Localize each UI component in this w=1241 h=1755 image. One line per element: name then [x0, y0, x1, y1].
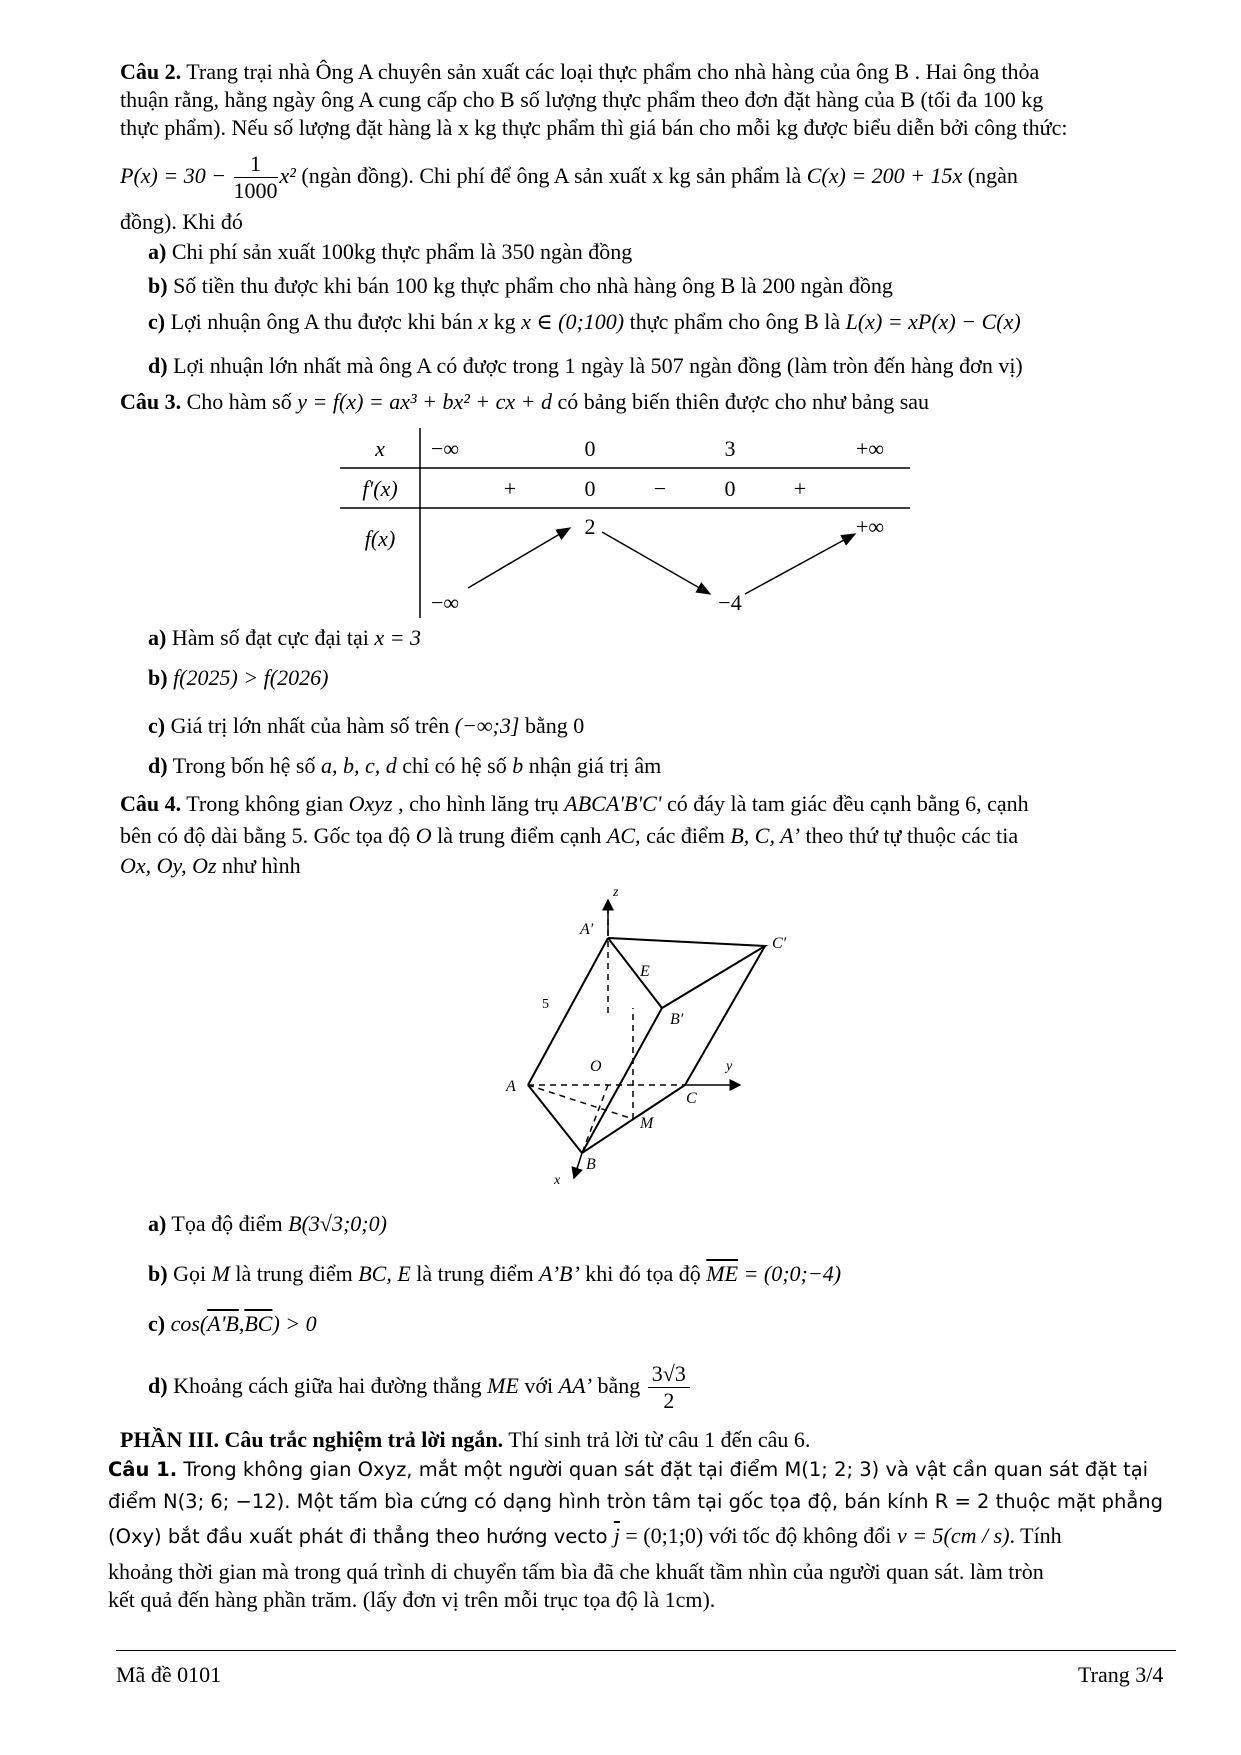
q4-option-b — [148, 1260, 841, 1288]
q2-line3: thực phẩm). Nếu số lượng đặt hàng là x kg thực phẩm thì giá bán cho mỗi kg được biểu diễn bởi công thức: — [120, 115, 1068, 140]
q2-label: Câu 2. — [120, 59, 182, 84]
q4-b-text1: Gọi — [167, 1261, 212, 1286]
edge-CCp — [685, 946, 765, 1085]
p3q1-l3c: với tốc độ không đổi — [703, 1523, 897, 1548]
q2-c-math2: x ∈ (0;100) — [521, 309, 625, 334]
q4-l2g: theo thứ tự thuộc các tia — [800, 823, 1019, 848]
q3-d-text1: Trong bốn hệ số — [167, 753, 321, 778]
q2-c-math1: x — [478, 309, 489, 334]
q4-l2d: AC, — [606, 823, 641, 848]
q2-line5: đồng). Khi đó — [120, 209, 243, 234]
q4-option-a — [148, 1210, 387, 1238]
q4-c-vec1: A'B — [207, 1311, 239, 1336]
q4-d-text1: Khoảng cách giữa hai đường thẳng — [167, 1373, 488, 1398]
tbl-f-max: 2 — [584, 514, 596, 539]
q4-a-text: Tọa độ điểm — [166, 1211, 289, 1236]
label-Bp: B′ — [670, 1011, 684, 1028]
tbl-f-min: −4 — [718, 590, 742, 615]
footer-rule — [116, 1650, 1176, 1651]
tbl-sign-1: + — [503, 476, 517, 501]
q2-price-formula-rhs: x² — [279, 163, 296, 188]
q3-d-math: a, b, c, d — [320, 753, 397, 778]
tbl-x-pos-inf: +∞ — [855, 436, 885, 461]
q4-l2c: là trung điểm cạnh — [431, 823, 607, 848]
q2-line1 — [120, 58, 1039, 86]
label-y: y — [726, 1059, 733, 1074]
q4-b-m: M — [211, 1261, 230, 1286]
q3-c-label: c) — [148, 713, 166, 738]
p3q1-line1 — [108, 1456, 1148, 1484]
label-O: O — [590, 1058, 602, 1075]
q4-d-fraction — [648, 1361, 690, 1414]
p3q1-line2: điểm N(3; 6; −12). Một tấm bìa cứng có dạng hình tròn tâm tại gốc tọa độ, bán kính R = 2 thuộc mặt phẳng — [108, 1490, 1164, 1513]
q3-c-math: (−∞;3] — [454, 713, 520, 738]
q2-text1: Trang trại nhà Ông A chuyên sản xuất các loại thực phẩm cho nhà hàng của ông B . Hai ông thỏa — [181, 59, 1040, 84]
q4-d-num: 3√3 — [648, 1361, 690, 1388]
q2-cost-formula: C(x) = 200 + 15x — [806, 163, 963, 188]
x-axis-arrow — [574, 1153, 582, 1178]
p3q1-label: Câu 1. — [108, 1458, 178, 1481]
q3-text1: Cho hàm số — [181, 389, 298, 414]
q3-a-text: Hàm số đạt cực đại tại — [166, 625, 375, 650]
label-5: 5 — [542, 997, 549, 1012]
label-A: A — [506, 1078, 516, 1095]
tbl-sign-5: + — [793, 476, 807, 501]
q4-space: Oxyz — [348, 791, 393, 816]
q3-label: Câu 3. — [120, 389, 182, 414]
part3-heading-line — [120, 1426, 810, 1454]
q2-c-text1: Lợi nhuận ông A thu được khi bán — [165, 309, 479, 334]
q4-prism: ABCA'B'C' — [564, 791, 662, 816]
q2-fraction — [234, 151, 278, 204]
tbl-arrow-down — [602, 532, 710, 594]
q2-c-label: c) — [148, 309, 166, 334]
q4-c-pre: cos( — [170, 1311, 208, 1336]
q4-line2 — [120, 822, 1018, 850]
p3q1-l3b: = (0;1;0) — [619, 1523, 704, 1548]
tbl-f-neg-inf: −∞ — [430, 590, 460, 615]
tbl-x-3: 3 — [724, 436, 736, 461]
q3-a-label: a) — [148, 625, 167, 650]
q2-b-label: b) — [148, 273, 168, 298]
q4-l2e: các điểm — [640, 823, 731, 848]
q2-c-text3: thực phẩm cho ông B là — [624, 309, 846, 334]
q4-d-text3: bằng — [592, 1373, 646, 1398]
q4-l2a: bên có độ dài bằng 5. Gốc tọa độ — [120, 823, 416, 848]
q4-l3b: như hình — [216, 853, 301, 878]
q3-text2: có bảng biến thiên được cho như bảng sau — [552, 389, 930, 414]
tbl-x-0: 0 — [584, 436, 596, 461]
part3-heading: PHẦN III. Câu trắc nghiệm trả lời ngắn. — [120, 1427, 504, 1452]
q3-d-text3: nhận giá trị âm — [523, 753, 662, 778]
p3q1-l3d: v = 5(cm / s) — [896, 1523, 1010, 1548]
q2-line2: thuận rằng, hằng ngày ông A cung cấp cho B số lượng thực phẩm theo đơn đặt hàng của B (tối đa 100 kg — [120, 87, 1044, 112]
tbl-x-neg-inf: −∞ — [430, 436, 460, 461]
label-M: M — [640, 1115, 654, 1132]
tbl-row-fp: f′(x) — [362, 476, 398, 501]
q4-b-math: = (0;0;−4) — [738, 1261, 842, 1286]
q4-line3 — [120, 852, 301, 880]
tbl-sign-3: − — [653, 476, 667, 501]
tbl-row-f: f(x) — [364, 526, 396, 551]
q2-price-formula-lhs: P(x) = 30 − — [120, 163, 232, 188]
q2-d-label: d) — [148, 353, 168, 378]
q4-d-text2: với — [518, 1373, 559, 1398]
q4-c-post: ) > 0 — [272, 1311, 317, 1336]
q4-line1 — [120, 790, 1029, 818]
p3q1-text1: Trong không gian Oxyz, mắt một người quan sát đặt tại điểm M(1; 2; 3) và vật cần quan sát đặt tại — [177, 1458, 1149, 1481]
tbl-sign-2: 0 — [584, 476, 596, 501]
q2-frac-num: 1 — [234, 151, 278, 178]
prism-figure — [490, 888, 820, 1188]
edge-AB — [528, 1085, 582, 1153]
part3-heading-tail: Thí sinh trả lời từ câu 1 đến câu 6. — [503, 1427, 811, 1452]
label-E: E — [640, 963, 650, 980]
q4-b-label: b) — [148, 1261, 168, 1286]
q3-c-text1: Giá trị lớn nhất của hàm số trên — [165, 713, 455, 738]
tbl-arrow-up-2 — [745, 534, 855, 594]
q4-c-vec2: $\overline{BC}$ — [244, 1311, 273, 1336]
q3-option-c — [148, 712, 584, 740]
q4-a-math: B(3√3;0;0) — [288, 1211, 387, 1236]
tbl-sign-4: 0 — [724, 476, 736, 501]
q3-b-label: b) — [148, 665, 168, 690]
q3-c-text2: bằng 0 — [519, 713, 585, 738]
p3q1-line5: kết quả đến hàng phần trăm. (lấy đơn vị trên mỗi trục tọa độ là 1cm). — [108, 1587, 716, 1612]
q4-d-aa: AA’ — [558, 1373, 593, 1398]
label-x: x — [554, 1173, 561, 1188]
q2-a-text: Chi phí sản xuất 100kg thực phẩm là 350 ngàn đồng — [166, 239, 633, 264]
tbl-f-pos-inf: +∞ — [855, 514, 885, 539]
q4-a-label: a) — [148, 1211, 167, 1236]
q2-formula-text: (ngàn đồng). Chi phí để ông A sản xuất x kg sản phẩm là — [295, 163, 807, 188]
q4-l3a: Ox, Oy, Oz — [120, 853, 217, 878]
q3-d-math2: b — [512, 753, 524, 778]
p3q1-l3e: . Tính — [1009, 1523, 1062, 1548]
q4-text1: Trong không gian — [181, 791, 349, 816]
q3-b-math: f(2025) > f(2026) — [173, 665, 329, 690]
label-C: C — [686, 1090, 697, 1107]
q2-d-text: Lợi nhuận lớn nhất mà ông A có được trong 1 ngày là 507 ngàn đồng (làm tròn đến hàng đơn vị) — [167, 353, 1023, 378]
q2-a-label: a) — [148, 239, 167, 264]
q2-option-b — [148, 272, 893, 300]
footer-code: Mã đề 0101 — [116, 1662, 222, 1687]
q4-label: Câu 4. — [120, 791, 182, 816]
q4-b-ab: A’B’ — [539, 1261, 580, 1286]
q4-text2: , cho hình lăng trụ — [392, 791, 565, 816]
p3q1-line3 — [108, 1522, 1062, 1551]
q3-a-math: x = 3 — [374, 625, 421, 650]
q4-b-bc: BC, E — [358, 1261, 411, 1286]
p3q1-vec-j: $\overline{j}$ — [613, 1523, 620, 1548]
q4-b-vec: $\overline{ME}$ — [706, 1261, 739, 1286]
q2-line4 — [120, 148, 1018, 204]
label-B: B — [586, 1156, 596, 1173]
x-axis-dashed — [582, 1085, 608, 1153]
q4-d-me: ME — [487, 1373, 519, 1398]
q2-c-text2: kg — [488, 309, 522, 334]
q4-l2f: B, C, A’ — [730, 823, 801, 848]
q4-l2b: O — [415, 823, 432, 848]
label-Ap: A′ — [580, 921, 594, 938]
q3-function: y = f(x) = ax³ + bx² + cx + d — [297, 389, 553, 414]
q4-b-text4: khi đó tọa độ — [579, 1261, 707, 1286]
q3-line1 — [120, 388, 929, 416]
q4-option-d — [148, 1358, 692, 1414]
q2-cost-tail: (ngàn — [962, 163, 1018, 188]
q4-d-label: d) — [148, 1373, 168, 1398]
q3-d-text2: chỉ có hệ số — [396, 753, 513, 778]
tbl-row-x: x — [375, 436, 385, 461]
q4-b-text2: là trung điểm — [229, 1261, 359, 1286]
p3q1-l3a: (Oxy) bắt đầu xuất phát đi thẳng theo hướng vecto — [108, 1525, 614, 1548]
q2-b-text: Số tiền thu được khi bán 100 kg thực phẩm cho nhà hàng ông B là 200 ngàn đồng — [167, 273, 893, 298]
q2-option-d — [148, 352, 1023, 380]
q4-option-c: c) $\cos(A'B,\overline{BC}) > 0$ — [148, 1311, 317, 1336]
q4-text3: có đáy là tam giác đều cạnh bằng 6, cạnh — [661, 791, 1029, 816]
q4-d-den: 2 — [663, 1388, 675, 1414]
q3-option-d — [148, 752, 661, 780]
q3-d-label: d) — [148, 753, 168, 778]
label-Cp: C′ — [772, 935, 787, 952]
q3-option-a — [148, 624, 421, 652]
q2-option-c — [148, 308, 1021, 336]
q2-option-a — [148, 238, 632, 266]
label-z: z — [613, 888, 619, 900]
q2-frac-den: 1000 — [233, 178, 278, 204]
variation-table — [340, 428, 920, 618]
p3q1-line4: khoảng thời gian mà trong quá trình di chuyển tấm bìa đã che khuất tầm nhìn của người quan sát. làm tròn — [108, 1559, 1044, 1584]
tbl-arrow-up-1 — [468, 528, 570, 588]
q4-c-label: c) — [148, 1311, 166, 1336]
footer-page: Trang 3/4 — [1078, 1662, 1164, 1687]
q2-c-math3: L(x) = xP(x) − C(x) — [845, 309, 1021, 334]
q3-option-b — [148, 664, 328, 692]
q4-b-text3: là trung điểm — [410, 1261, 540, 1286]
top-face — [608, 938, 765, 1008]
